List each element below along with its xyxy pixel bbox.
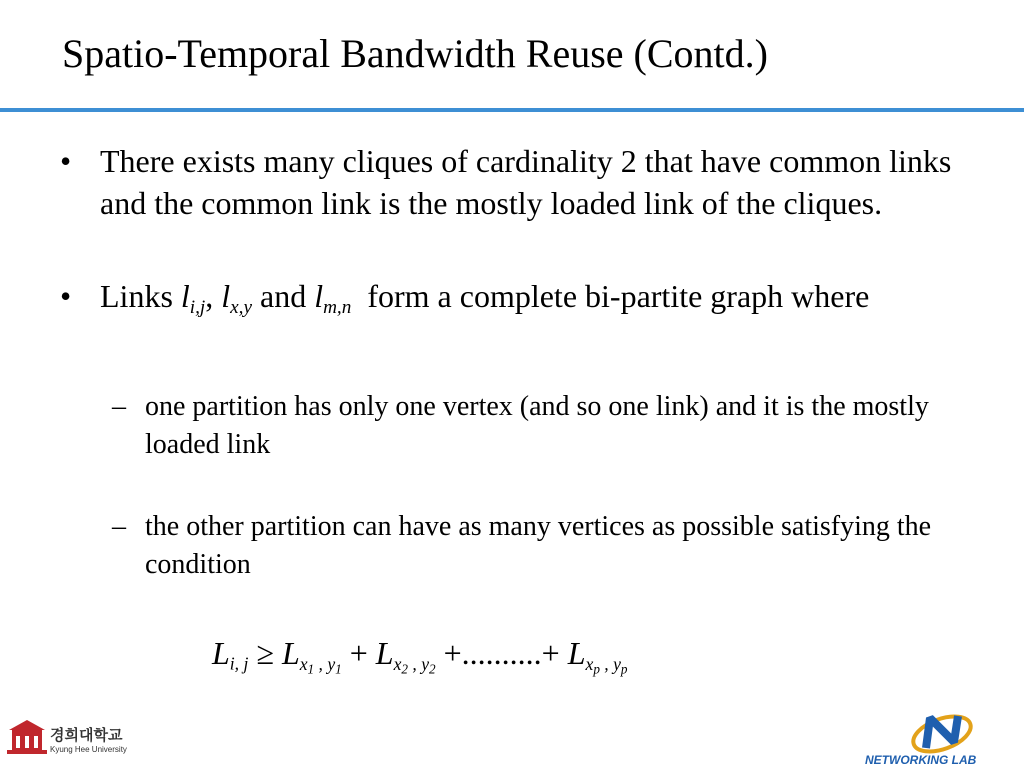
subbullet-marker: – bbox=[112, 511, 126, 542]
university-seal-icon bbox=[6, 716, 146, 760]
formula-plus-1: + bbox=[341, 635, 376, 671]
formula-plus-3: + bbox=[541, 635, 568, 671]
formula-term-1-x: x bbox=[299, 653, 308, 674]
formula-term-2: L bbox=[375, 635, 394, 671]
formula-term-1-y: y bbox=[327, 653, 336, 674]
formula-term-p-x-index: p bbox=[593, 660, 600, 676]
bullet-2-prefix: Links bbox=[100, 278, 181, 314]
logo-lab-text: NETWORKING LAB bbox=[865, 753, 977, 766]
formula-term-p-subscript bbox=[586, 654, 628, 674]
formula-term-1-x-index: 1 bbox=[307, 660, 315, 676]
formula-term-2-y: y bbox=[421, 653, 430, 674]
bullet-2-suffix: form a complete bi-partite graph where bbox=[351, 278, 870, 314]
formula-term-p-x: x bbox=[585, 653, 594, 674]
subbullet-1-text: one partition has only one vertex (and so one link) and it is the mostly loaded link bbox=[145, 391, 929, 460]
title-divider bbox=[0, 108, 1024, 112]
formula-term-2-x: x bbox=[393, 653, 402, 674]
formula-term-1-subscript bbox=[300, 654, 342, 674]
networking-lab-emblem-icon bbox=[860, 712, 1020, 766]
formula-term-1-y-index: 1 bbox=[335, 660, 342, 676]
formula-term-p: L bbox=[567, 635, 586, 671]
bullet-1-text: There exists many cliques of cardinality 2 that have common links and the common link is the mostly loaded link of the cliques. bbox=[100, 143, 952, 221]
formula-term-1: L bbox=[281, 635, 300, 671]
bullet-2-separator: , bbox=[205, 278, 222, 314]
link-l-mn: l bbox=[314, 278, 324, 314]
link-l-ij: l bbox=[180, 278, 190, 314]
bullet-2-and: and bbox=[251, 278, 315, 314]
formula-term-2-comma: , bbox=[408, 653, 422, 674]
formula-term-2-subscript bbox=[394, 654, 436, 674]
formula-term-1-comma: , bbox=[314, 653, 328, 674]
link-l-ij-subscript: i,j bbox=[189, 297, 206, 319]
formula-geq: ≥ bbox=[256, 635, 274, 671]
formula-lhs-subscript: i, j bbox=[229, 653, 249, 674]
formula-term-p-y-index: p bbox=[620, 660, 628, 676]
bullet-marker: • bbox=[60, 143, 72, 179]
bullet-2-text bbox=[100, 275, 980, 317]
networking-lab-logo bbox=[860, 712, 1020, 766]
link-l-xy: l bbox=[221, 278, 231, 314]
bullet-marker: • bbox=[60, 278, 72, 314]
link-l-mn-subscript: m,n bbox=[323, 297, 352, 319]
kyung-hee-university-logo bbox=[6, 716, 146, 760]
formula-plus-2: + bbox=[435, 635, 462, 671]
formula-dots: .......... bbox=[461, 635, 542, 671]
formula-term-p-comma: , bbox=[599, 653, 614, 674]
formula-term-2-y-index: 2 bbox=[429, 660, 436, 676]
logo-english-text: Kyung Hee University bbox=[50, 745, 127, 754]
formula-term-2-x-index: 2 bbox=[401, 660, 408, 676]
slide-title: Spatio-Temporal Bandwidth Reuse (Contd.) bbox=[62, 31, 768, 76]
subbullet-marker: – bbox=[112, 391, 126, 422]
logo-korean-text: 경희대학교 bbox=[50, 726, 123, 744]
link-l-xy-subscript: x,y bbox=[230, 297, 252, 319]
subbullet-2-text: the other partition can have as many vertices as possible satisfying the condition bbox=[145, 511, 932, 580]
formula-term-p-y: y bbox=[613, 653, 621, 674]
formula-lhs: L bbox=[212, 635, 230, 671]
condition-formula bbox=[212, 628, 628, 678]
